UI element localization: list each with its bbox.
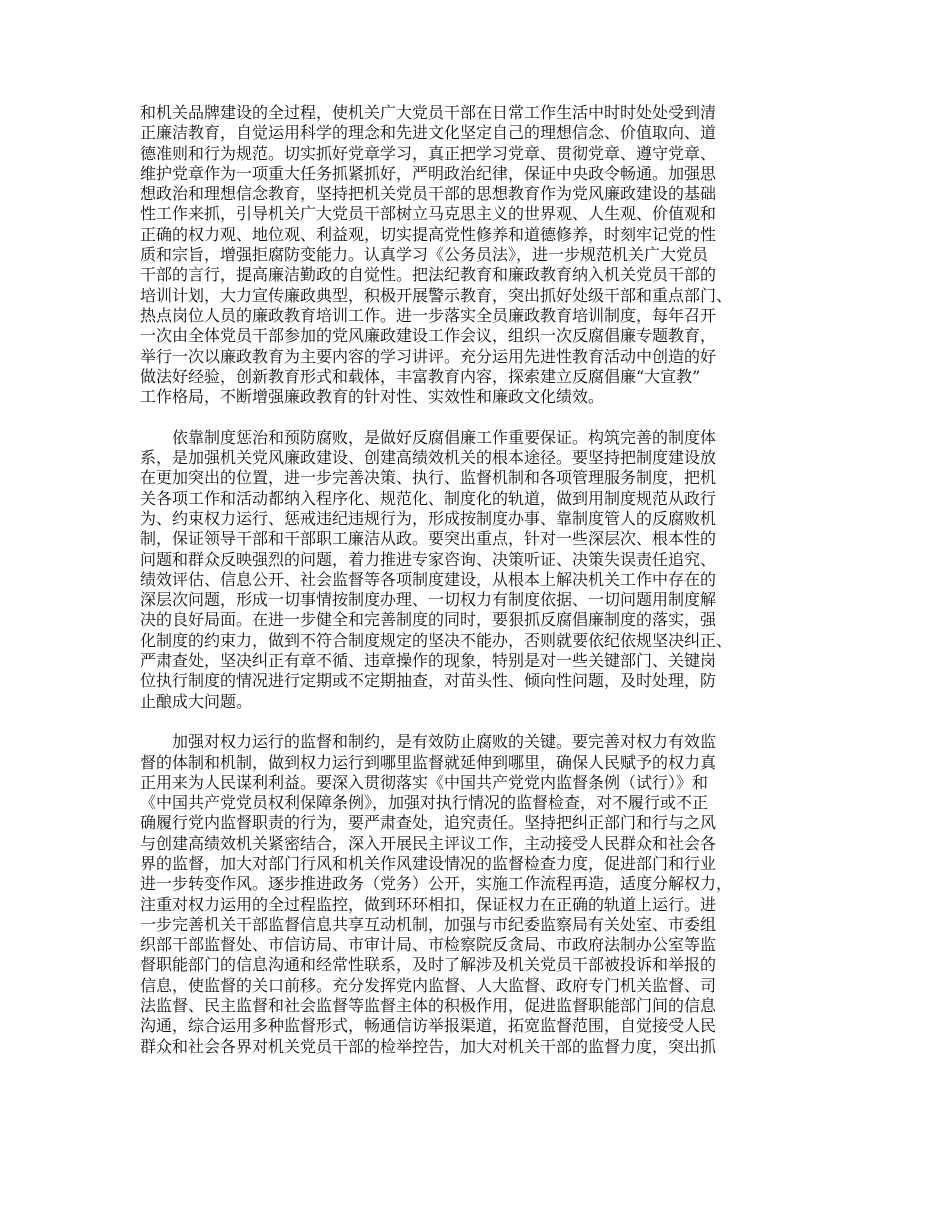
text-line: 为、约束权力运行、惩戒违纪违规行为，形成按制度办事、靠制度管人的反腐败机 (140, 508, 717, 528)
text-line: 决的良好局面。在进一步健全和完善制度的同时，要狠抓反腐倡廉制度的落实，强 (140, 610, 717, 630)
text-line: 举行一次以廉政教育为主要内容的学习讲评。充分运用先进性教育活动中创造的好 (140, 346, 717, 366)
text-line: 制，保证领导干部和干部职工廉洁从政。要突出重点，针对一些深层次、根本性的 (140, 529, 717, 549)
text-line: 热点岗位人员的廉政教育培训工作。进一步落实全员廉政教育培训制度，每年召开 (140, 305, 717, 325)
text-line: 注重对权力运用的全过程监控，做到环环相扣，保证权力在正确的轨道上运行。进 (140, 894, 717, 914)
text-line: 问题和群众反映强烈的问题，着力推进专家咨询、决策听证、决策失误责任追究、 (140, 549, 717, 569)
text-line: 质和宗旨，增强拒腐防变能力。认真学习《公务员法》，进一步规范机关广大党员 (140, 245, 709, 265)
text-line: 干部的言行，提高廉洁勤政的自觉性。把法纪教育和廉政教育纳入机关党员干部的 (140, 265, 717, 285)
text-line: 群众和社会各界对机关党员干部的检举控告，加大对机关干部的监督力度，突出抓 (140, 1036, 717, 1056)
paragraph-3 (140, 732, 812, 1057)
paragraph-2 (140, 428, 812, 712)
text-line: 止酿成大问题。 (140, 691, 253, 711)
text-line: 信息，使监督的关口前移。充分发挥党内监督、人大监督、政府专门机关监督、司 (140, 975, 717, 995)
paragraph-1 (140, 103, 812, 407)
text-line: 正廉洁教育，自觉运用科学的理念和先进文化坚定自己的理想信念、价值取向、道 (140, 123, 717, 143)
text-line: 一次由全体党员干部参加的党风廉政建设工作会议，组织一次反腐倡廉专题教育， (140, 326, 717, 346)
text-line: 与创建高绩效机关紧密结合，深入开展民主评议工作，主动接受人民群众和社会各 (140, 833, 717, 853)
text-line: 加强对权力运行的监督和制约，是有效防止腐败的关键。要完善对权力有效监 (172, 732, 717, 752)
text-line: 织部干部监督处、市信访局、市审计局、市检察院反贪局、市政府法制办公室等监 (140, 935, 717, 955)
text-line: 依靠制度惩治和预防腐败，是做好反腐倡廉工作重要保证。构筑完善的制度体 (172, 427, 717, 447)
paragraph-spacer (140, 407, 812, 427)
text-line: 界的监督，加大对部门行风和机关作风建设情况的监督检查力度，促进部门和行业 (140, 853, 717, 873)
document-page (140, 103, 812, 1057)
text-line: 工作格局，不断增强廉政教育的针对性、实效性和廉政文化绩效。 (140, 387, 605, 407)
text-line: 做法好经验，创新教育形式和载体，丰富教育内容，探索建立反腐倡廉“大宣教” (140, 366, 701, 386)
text-line: 正用来为人民谋利利益。要深入贯彻落实《中国共产党党内监督条例（试行）》和 (140, 772, 709, 792)
text-line: 确履行党内监督职责的行为，要严肃查处，追究责任。坚持把纠正部门和行与之风 (140, 813, 717, 833)
text-line: 系，是加强机关党风廉政建设、创建高绩效机关的根本途径。要坚持把制度建设放 (140, 448, 717, 468)
text-line: 德准则和行为规范。切实抓好党章学习，真正把学习党章、贯彻党章、遵守党章、 (140, 143, 717, 163)
text-line: 化制度的约束力，做到不符合制度规定的坚决不能办，否则就要依纪依规坚决纠正、 (140, 630, 733, 650)
text-line: 和机关品牌建设的全过程，使机关广大党员干部在日常工作生活中时时处处受到清 (140, 103, 717, 122)
text-line: 培训计划，大力宣传廉政典型，积极开展警示教育，突出抓好处级干部和重点部门、 (140, 285, 733, 305)
text-line: 关各项工作和活动都纳入程序化、规范化、制度化的轨道，做到用制度规范从政行 (140, 488, 717, 508)
text-line: 一步完善机关干部监督信息共享互动机制，加强与市纪委监察局有关处室、市委组 (140, 914, 717, 934)
text-line: 想政治和理想信念教育，坚持把机关党员干部的思想教育作为党风廉政建设的基础 (140, 184, 717, 204)
text-line: 正确的权力观、地位观、利益观，切实提高党性修养和道德修养，时刻牢记党的性 (140, 224, 717, 244)
text-line: 法监督、民主监督和社会监督等监督主体的积极作用，促进监督职能部门间的信息 (140, 996, 717, 1016)
text-line: 严肃查处，坚决纠正有章不循、违章操作的现象，特别是对一些关键部门、关键岗 (140, 651, 717, 671)
text-line: 进一步转变作风。逐步推进政务（党务）公开，实施工作流程再造，适度分解权力， (140, 874, 733, 894)
text-line: 《中国共产党党员权利保障条例》，加强对执行情况的监督检查，对不履行或不正 (140, 793, 709, 813)
text-line: 深层次问题，形成一切事情按制度办理、一切权力有制度依据、一切问题用制度解 (140, 590, 717, 610)
text-line: 督的体制和机制，做到权力运行到哪里监督就延伸到哪里，确保人民赋予的权力真 (140, 752, 717, 772)
text-line: 沟通，综合运用多种监督形式，畅通信访举报渠道，拓宽监督范围，自觉接受人民 (140, 1016, 717, 1036)
text-line: 位执行制度的情况进行定期或不定期抽查，对苗头性、倾向性问题，及时处理，防 (140, 671, 717, 691)
text-line: 督职能部门的信息沟通和经常性联系，及时了解涉及机关党员干部被投诉和举报的 (140, 955, 717, 975)
paragraph-spacer (140, 712, 812, 732)
text-line: 在更加突出的位置，进一步完善决策、执行、监督机制和各项管理服务制度，把机 (140, 468, 717, 488)
text-line: 性工作来抓，引导机关广大党员干部树立马克思主义的世界观、人生观、价值观和 (140, 204, 717, 224)
text-line: 维护党章作为一项重大任务抓紧抓好，严明政治纪律，保证中央政令畅通。加强思 (140, 163, 717, 183)
text-line: 绩效评估、信息公开、社会监督等各项制度建设，从根本上解决机关工作中存在的 (140, 569, 717, 589)
